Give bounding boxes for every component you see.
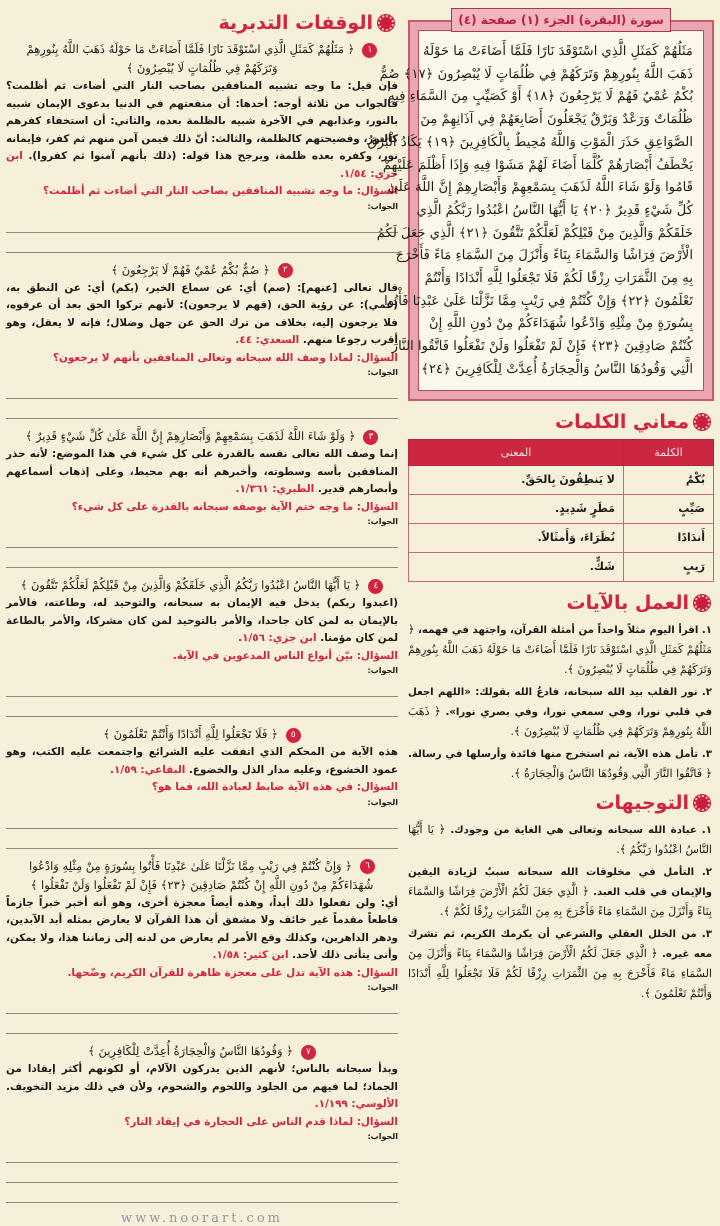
list-item [408,925,712,1004]
ayah-text: ﴿ مَثَلُهُمْ كَمَثَلِ الَّذِي اسْتَوْقَدَ نَارًا فَلَمَّا أَضَاءَتْ مَا حَوْلَهُ ذَهَبَ اللَّهُ بِنُورِهِمْ وَتَرَكَهُمْ فِي ظُلُمَاتٍ لَا يُبْصِرُونَ ﴾ [26,42,355,75]
answer-line[interactable] [6,1014,398,1034]
number-badge: ٦ [360,859,375,874]
reflection-section [6,1042,398,1203]
quran-line: خَلَقَكُمْ وَالَّذِينَ مِنْ قَبْلِكُمْ لَعَلَّكُمْ تَتَّقُونَ ﴿٢١﴾ الَّذِي جَعَلَ لَكُمُ [376,225,693,241]
item-ayah: ﴿ فَاتَّقُوا النَّارَ الَّتِي وَقُودُهَا النَّاسُ وَالْحِجَارَةُ ﴾. [510,766,712,780]
ayah-line [6,40,398,78]
reflection-section [6,40,398,253]
ayah-line [6,857,398,895]
surah-header: سورة (البقرة) الجزء (١) صفحة (٤) [451,8,671,32]
ayah-line [6,725,398,744]
commentary-text: أي: ولن تفعلوا ذلك أبداً، وهذه أيضاً معجزة أخرى، وهو أنه أخبر خبراً جازماً قاطعاً مقدماً غير خائف ولا مشفق أن هذا القرآن لا يعارض بمثله أبد الآبدين، ودهر الداهرين، وكذلك وقع الأمر لم يعارض من لدنه إلى زماننا هذا، ولا يمكن، وأنى يتأتى ذلك لأحد. [6,896,398,961]
meaning-cell: مَطَرٍ شَدِيدٍ. [409,494,624,523]
number-badge: ٥ [286,728,301,743]
commentary [6,595,398,648]
commentary [6,1061,398,1114]
quran-line: بِسُورَةٍ مِنْ مِثْلِهِ وَادْعُوا شُهَدَاءَكُمْ مِنْ دُونِ اللَّهِ إِنْ [429,316,693,332]
reflection-section [6,576,398,717]
reflection-section [6,261,398,420]
commentary-text: هذه الآية من المحكم الذي اتفقت عليه الشرائع واجتمعت عليه الكتب، وهو عمود الخشوع، وعليه مدار الذل والخضوع. [6,746,398,776]
section-title-meanings [408,409,710,435]
answer-line[interactable] [6,233,398,253]
column-header-meaning: المعنى [409,439,624,465]
citation: ابن جزي: ١/٥٦. [238,632,317,644]
answer-line[interactable] [6,528,398,548]
quran-line: بِهِ مِنَ الثَّمَرَاتِ رِزْقًا لَكُمْ فَلَا تَجْعَلُوا لِلَّهِ أَنْدَادًا وَأَنْتُمْ [424,271,693,287]
section-title-guidance [408,790,710,816]
answer-line[interactable] [6,994,398,1014]
answer-line[interactable] [6,829,398,849]
item-ayah: ﴿ ذَهَبَ اللَّهُ بِنُورِهِمْ وَتَرَكَهُمْ فِي ظُلُمَاتٍ لَا يُبْصِرُونَ ﴾. [408,704,712,738]
quran-line: ذَهَبَ اللَّهُ بِنُورِهِمْ وَتَرَكَهُمْ فِي ظُلُمَاتٍ لَا يُبْصِرُونَ ﴿١٧﴾ صُمٌّ [379,66,693,82]
commentary [6,280,398,350]
item-ayah: ﴿ الَّذِي جَعَلَ لَكُمُ الْأَرْضَ فِرَاشًا وَالسَّمَاءَ بِنَاءً وَأَنْزَلَ مِنَ السَّمَاءِ مَاءً فَأَخْرَجَ بِهِ مِنَ الثَّمَرَاتِ رِزْقًا لَكُمْ فَلَا تَجْعَلُوا لِلَّهِ أَنْدَادًا وَأَنْتُمْ تَعْلَمُونَ ﴾. [408,946,712,1000]
answer-line[interactable] [6,213,398,233]
commentary [6,446,398,499]
watermark: www.noorart.com [121,1211,283,1226]
item-text: ١. اقرأ اليوم مثلاً واحداً من أمثلة القرآن، واجتهد في فهمه، [418,624,713,636]
item-text: ٢. التأمل في مخلوقات الله سبحانه سببٌ لزيادة اليقين والإيمان في قلب العبد. [408,866,712,898]
question: السؤال: في هذه الآية ضابط لعبادة الله، فما هو؟ [151,781,398,793]
quran-line: مَثَلُهُمْ كَمَثَلِ الَّذِي اسْتَوْقَدَ نَارًا فَلَمَّا أَضَاءَتْ مَا حَوْلَهُ [423,44,693,59]
commentary-text: قال تعالى [عنهم]: (صم) أي: عن سماع الخير، (بكم) أي: عن النطق به، (عمي): عن رؤية الحق، (فهم لا يرجعون): لأنهم تركوا الحق بعد أن عرفوه، فلا يرجعون إليه، بخلاف من ترك الحق عن جهل وضلال؛ فإنه لا يعقل، وهو أقرب رجوعا منهم. [6,281,398,346]
answer-line[interactable] [6,697,398,717]
ayah-text: ﴿ وَلَوْ شَاءَ اللَّهُ لَذَهَبَ بِسَمْعِهِمْ وَأَبْصَارِهِمْ إِنَّ اللَّهَ عَلَىٰ كُلِّ شَيْءٍ قَدِيرٌ ﴾ [25,429,356,443]
title-text: الوقفات التدبرية [218,12,373,34]
title-text: العمل بالآيات [566,591,689,614]
column-header-word: الكلمة [624,439,714,465]
answer-label: الجواب: [367,1132,398,1141]
list-item [408,745,712,784]
quran-line: قَامُوا وَلَوْ شَاءَ اللَّهُ لَذَهَبَ بِسَمْعِهِمْ وَأَبْصَارِهِمْ إِنَّ اللَّهَ عَلَىٰ [387,180,693,196]
commentary [6,744,398,779]
answer-line[interactable] [6,399,398,419]
answer-line[interactable] [6,809,398,829]
item-text: ٣. من الخلل العقلي والشرعي أن يكرمك الكريم، ثم تشرك معه غيره. [408,928,712,960]
item-text: ٢. نور القلب بيد الله سبحانه، فادعُ الله بقولك: «اللهم اجعل في قلبي نورا، وفي سمعي نورا، وفي بصري نورا». [408,686,713,718]
number-badge: ١ [362,43,377,58]
flower-icon [378,15,394,31]
word-cell: بُكْمٌ [624,465,714,494]
commentary-text: فإن قيل: ما وجه تشبيه المنافقين بصاحب النار التي أضاءت ثم أظلمت؟ فالجواب من ثلاثة أوجه: أحدها: أن منفعتهم في الدنيا بدعوى الإيمان شبيه بالنور، وعذابهم في الآخرة شبيه بالظلمة بعده، والثاني: أن استخفاء كفرهم كالنور، وفضيحتهم كالظلمة، والثالث: أنّ ذلك فيمن آمن منهم ثم كفر، فإيمانه نور، وكفره بعده ظلمة، ويرجح هذا قوله: (ذلك بأنهم آمنوا ثم كفروا). [6,80,398,162]
quran-line: الصَّوَاعِقِ حَذَرَ الْمَوْتِ وَاللَّهُ مُحِيطٌ بِالْكَافِرِينَ ﴿١٩﴾ يَكَادُ الْبَرْقُ [367,134,693,150]
flower-icon [694,795,710,811]
ayah-line [6,261,398,280]
word-cell: رَيبٍ [624,552,714,581]
ayah-text: ﴿ وَإِنْ كُنْتُمْ فِي رَيْبٍ مِمَّا نَزَّلْنَا عَلَىٰ عَبْدِنَا فَأْتُوا بِسُورَةٍ مِنْ مِثْلِهِ وَادْعُوا شُهَدَاءَكُمْ مِنْ دُونِ اللَّهِ إِنْ كُنْتُمْ صَادِقِينَ ﴿٢٣﴾ فَإِنْ لَمْ تَفْعَلُوا وَلَنْ تَفْعَلُوا ﴾ [28,858,374,892]
answer-label: الجواب: [367,797,398,807]
quran-line: كُنْتُمْ صَادِقِينَ ﴿٢٣﴾ فَإِنْ لَمْ تَفْعَلُوا وَلَنْ تَفْعَلُوا فَاتَّقُوا النَّارَ [391,339,693,355]
section-title-reflections [6,10,394,36]
answer-line[interactable] [6,379,398,399]
table-row [409,523,714,552]
table-row [409,494,714,523]
number-badge: ٧ [301,1045,316,1060]
ayah-line [6,427,398,446]
word-cell: أَندَادًا [624,523,714,552]
ayah-text: ﴿ صُمٌّ بُكْمٌ عُمْيٌ فَهُمْ لَا يَرْجِعُونَ ﴾ [111,262,270,277]
flower-icon [694,414,710,430]
list-item [408,683,712,742]
question: السؤال: لماذا قدم الناس على الحجارة في إيقاد النار؟ [124,1115,398,1128]
word-cell: صَيِّبٍ [624,494,714,523]
commentary-text: وبدأ سبحانه بالناس؛ لأنهم الذين يدركون الآلام، أو لكونهم أكثر إيقادا من الجماد؛ لما فيهم من الجلود واللحوم والشحوم، ولأن في ذلك مزيد التخويف. [6,1063,398,1093]
reflection-section [6,857,398,1035]
quran-line: الْأَرْضَ فِرَاشًا وَالسَّمَاءَ بِنَاءً وَأَنْزَلَ مِنَ السَّمَاءِ مَاءً فَأَخْرَجَ [395,248,693,264]
citation: الألوسي: ١/١٩٩. [314,1098,398,1110]
citation: البقاعي: ١/٥٩. [110,763,186,776]
answer-label: الجواب: [367,517,398,526]
answer-line[interactable] [6,1143,398,1163]
section-title-work [408,590,710,616]
question: السؤال: لماذا وصف الله سبحانه وتعالى المنافقين بأنهم لا يرجعون؟ [52,351,398,364]
ayah-line [6,576,398,595]
answer-line[interactable] [6,1183,398,1203]
answer-label: الجواب: [367,368,398,377]
table-row [409,552,714,581]
citation: الطبري: ١/٣٦١. [235,483,315,495]
question: السؤال: بيّن أنواع الناس المدعوين في الآية. [172,649,398,662]
commentary [6,895,398,965]
item-ayah: ﴿ الَّذِي جَعَلَ لَكُمُ الْأَرْضَ فِرَاشًا وَالسَّمَاءَ بِنَاءً وَأَنْزَلَ مِنَ السَّمَاءِ مَاءً فَأَخْرَجَ بِهِ مِنَ الثَّمَرَاتِ رِزْقًا لَكُمْ ﴾. [408,884,712,918]
ayah-line [6,1042,398,1061]
question: السؤال: ما وجه ختم الآية بوصفه سبحانه بالقدرة على كل شيء؟ [71,500,398,513]
work-list [408,620,714,784]
citation: السعدي: ٤٤. [235,334,300,346]
question: السؤال: هذه الآية تدل على معجزة ظاهرة للقرآن الكريم، وضّحها. [67,966,398,979]
reflections-column [6,8,398,1226]
number-badge: ٢ [278,263,293,278]
title-text: التوجيهات [595,791,689,814]
answer-label: الجواب: [367,666,398,675]
meaning-cell: نُظَرَاءَ، وَأَمثَالاً. [409,523,624,552]
answer-line[interactable] [6,677,398,697]
answer-label: الجواب: [367,983,398,992]
list-item [408,620,712,680]
item-ayah: ﴿ مَثَلُهُمْ كَمَثَلِ الَّذِي اسْتَوْقَدَ نَارًا فَلَمَّا أَضَاءَتْ مَا حَوْلَهُ ذَهَبَ اللَّهُ بِنُورِهِمْ وَتَرَكَهُمْ فِي ظُلُمَاتٍ لَا يُبْصِرُونَ ﴾. [408,622,712,676]
commentary-text: إنما وصف الله تعالى نفسه بالقدرة على كل شيء في هذا الموضع: لأنه حذر المنافقين بأسه وسطوته، وأخبرهم أنه بهم محيط، وعلى إذهاب أسماعهم وأبصارهم قدير. [6,448,398,495]
reflection-section [6,725,398,849]
reflection-section [6,427,398,568]
list-item [408,863,712,922]
meaning-cell: لا يَنطِقُونَ بِالحَقِّ. [409,465,624,494]
quran-line: تَعْلَمُونَ ﴿٢٢﴾ وَإِنْ كُنْتُمْ فِي رَيْبٍ مِمَّا نَزَّلْنَا عَلَىٰ عَبْدِنَا فَأْتُوا [384,293,693,309]
quran-line: كُلِّ شَيْءٍ قَدِيرٌ ﴿٢٠﴾ يَا أَيُّهَا النَّاسُ اعْبُدُوا رَبَّكُمُ الَّذِي [416,202,693,218]
quran-line: يَخْطَفُ أَبْصَارَهُمْ كُلَّمَا أَضَاءَ لَهُمْ مَشَوْا فِيهِ وَإِذَا أَظْلَمَ عَلَيْهِمْ [382,157,693,173]
answer-line[interactable] [6,548,398,568]
quran-line: بُكْمٌ عُمْيٌ فَهُمْ لَا يَرْجِعُونَ ﴿١٨﴾ أَوْ كَصَيِّبٍ مِنَ السَّمَاءِ فِيهِ [388,89,693,105]
commentary [6,78,398,183]
guidance-list [408,820,714,1004]
meaning-cell: شَكٍّ. [409,552,624,581]
quran-line: الَّتِي وَقُودُهَا النَّاسُ وَالْحِجَارَةُ أُعِدَّتْ لِلْكَافِرِينَ ﴿٢٤﴾ [421,361,693,377]
number-badge: ٤ [368,579,383,594]
word-meanings-table [408,439,714,582]
answer-line[interactable] [6,1163,398,1183]
flower-icon [694,595,710,611]
quran-line: ظُلُمَاتٌ وَرَعْدٌ وَبَرْقٌ يَجْعَلُونَ أَصَابِعَهُمْ فِي آذَانِهِمْ مِنَ [420,112,693,128]
item-ayah: ﴿ يَا أَيُّهَا النَّاسُ اعْبُدُوا رَبَّكُمُ ﴾. [408,822,712,856]
title-text: معاني الكلمات [554,410,689,433]
citation: ابن جزي: ١/٥٤. [6,150,398,180]
answer-label: الجواب: [367,201,398,211]
list-item [408,820,712,860]
ayah-text: ﴿ يَا أَيُّهَا النَّاسُ اعْبُدُوا رَبَّكُمُ الَّذِي خَلَقَكُمْ وَالَّذِينَ مِنْ قَبْلِكُمْ لَعَلَّكُمْ تَتَّقُونَ ﴾ [20,578,361,592]
item-text: ٣. تأمل هذه الآية، ثم استخرج منها فائدة وأرسلها في رسالة. [408,748,712,760]
commentary-text: (اعبدوا ربكم) يدخل فيه الإيمان به سبحانه، والتوحيد له، وطاعته، فالأمر بالإيمان به لمن كان جاحدا، والأمر بالتوحيد لمن كان مشركا، والأمر بالطاعة لمن كان مؤمنا. [6,597,398,644]
question: السؤال: ما وجه تشبيه المنافقين بصاحب النار التي أضاءت ثم أظلمت؟ [43,185,398,197]
table-row [409,465,714,494]
number-badge: ٣ [363,430,378,445]
ayah-text: ﴿ فَلَا تَجْعَلُوا لِلَّهِ أَنْدَادًا وَأَنْتُمْ تَعْلَمُونَ ﴾ [103,727,278,741]
item-text: ١. عبادة الله سبحانه وتعالى هي الغاية من وجودك. [450,824,712,836]
citation: ابن كثير: ١/٥٨. [212,949,289,961]
ayah-text: ﴿ وَقُودُهَا النَّاسُ وَالْحِجَارَةُ أُعِدَّتْ لِلْكَافِرِينَ ﴾ [88,1044,293,1058]
